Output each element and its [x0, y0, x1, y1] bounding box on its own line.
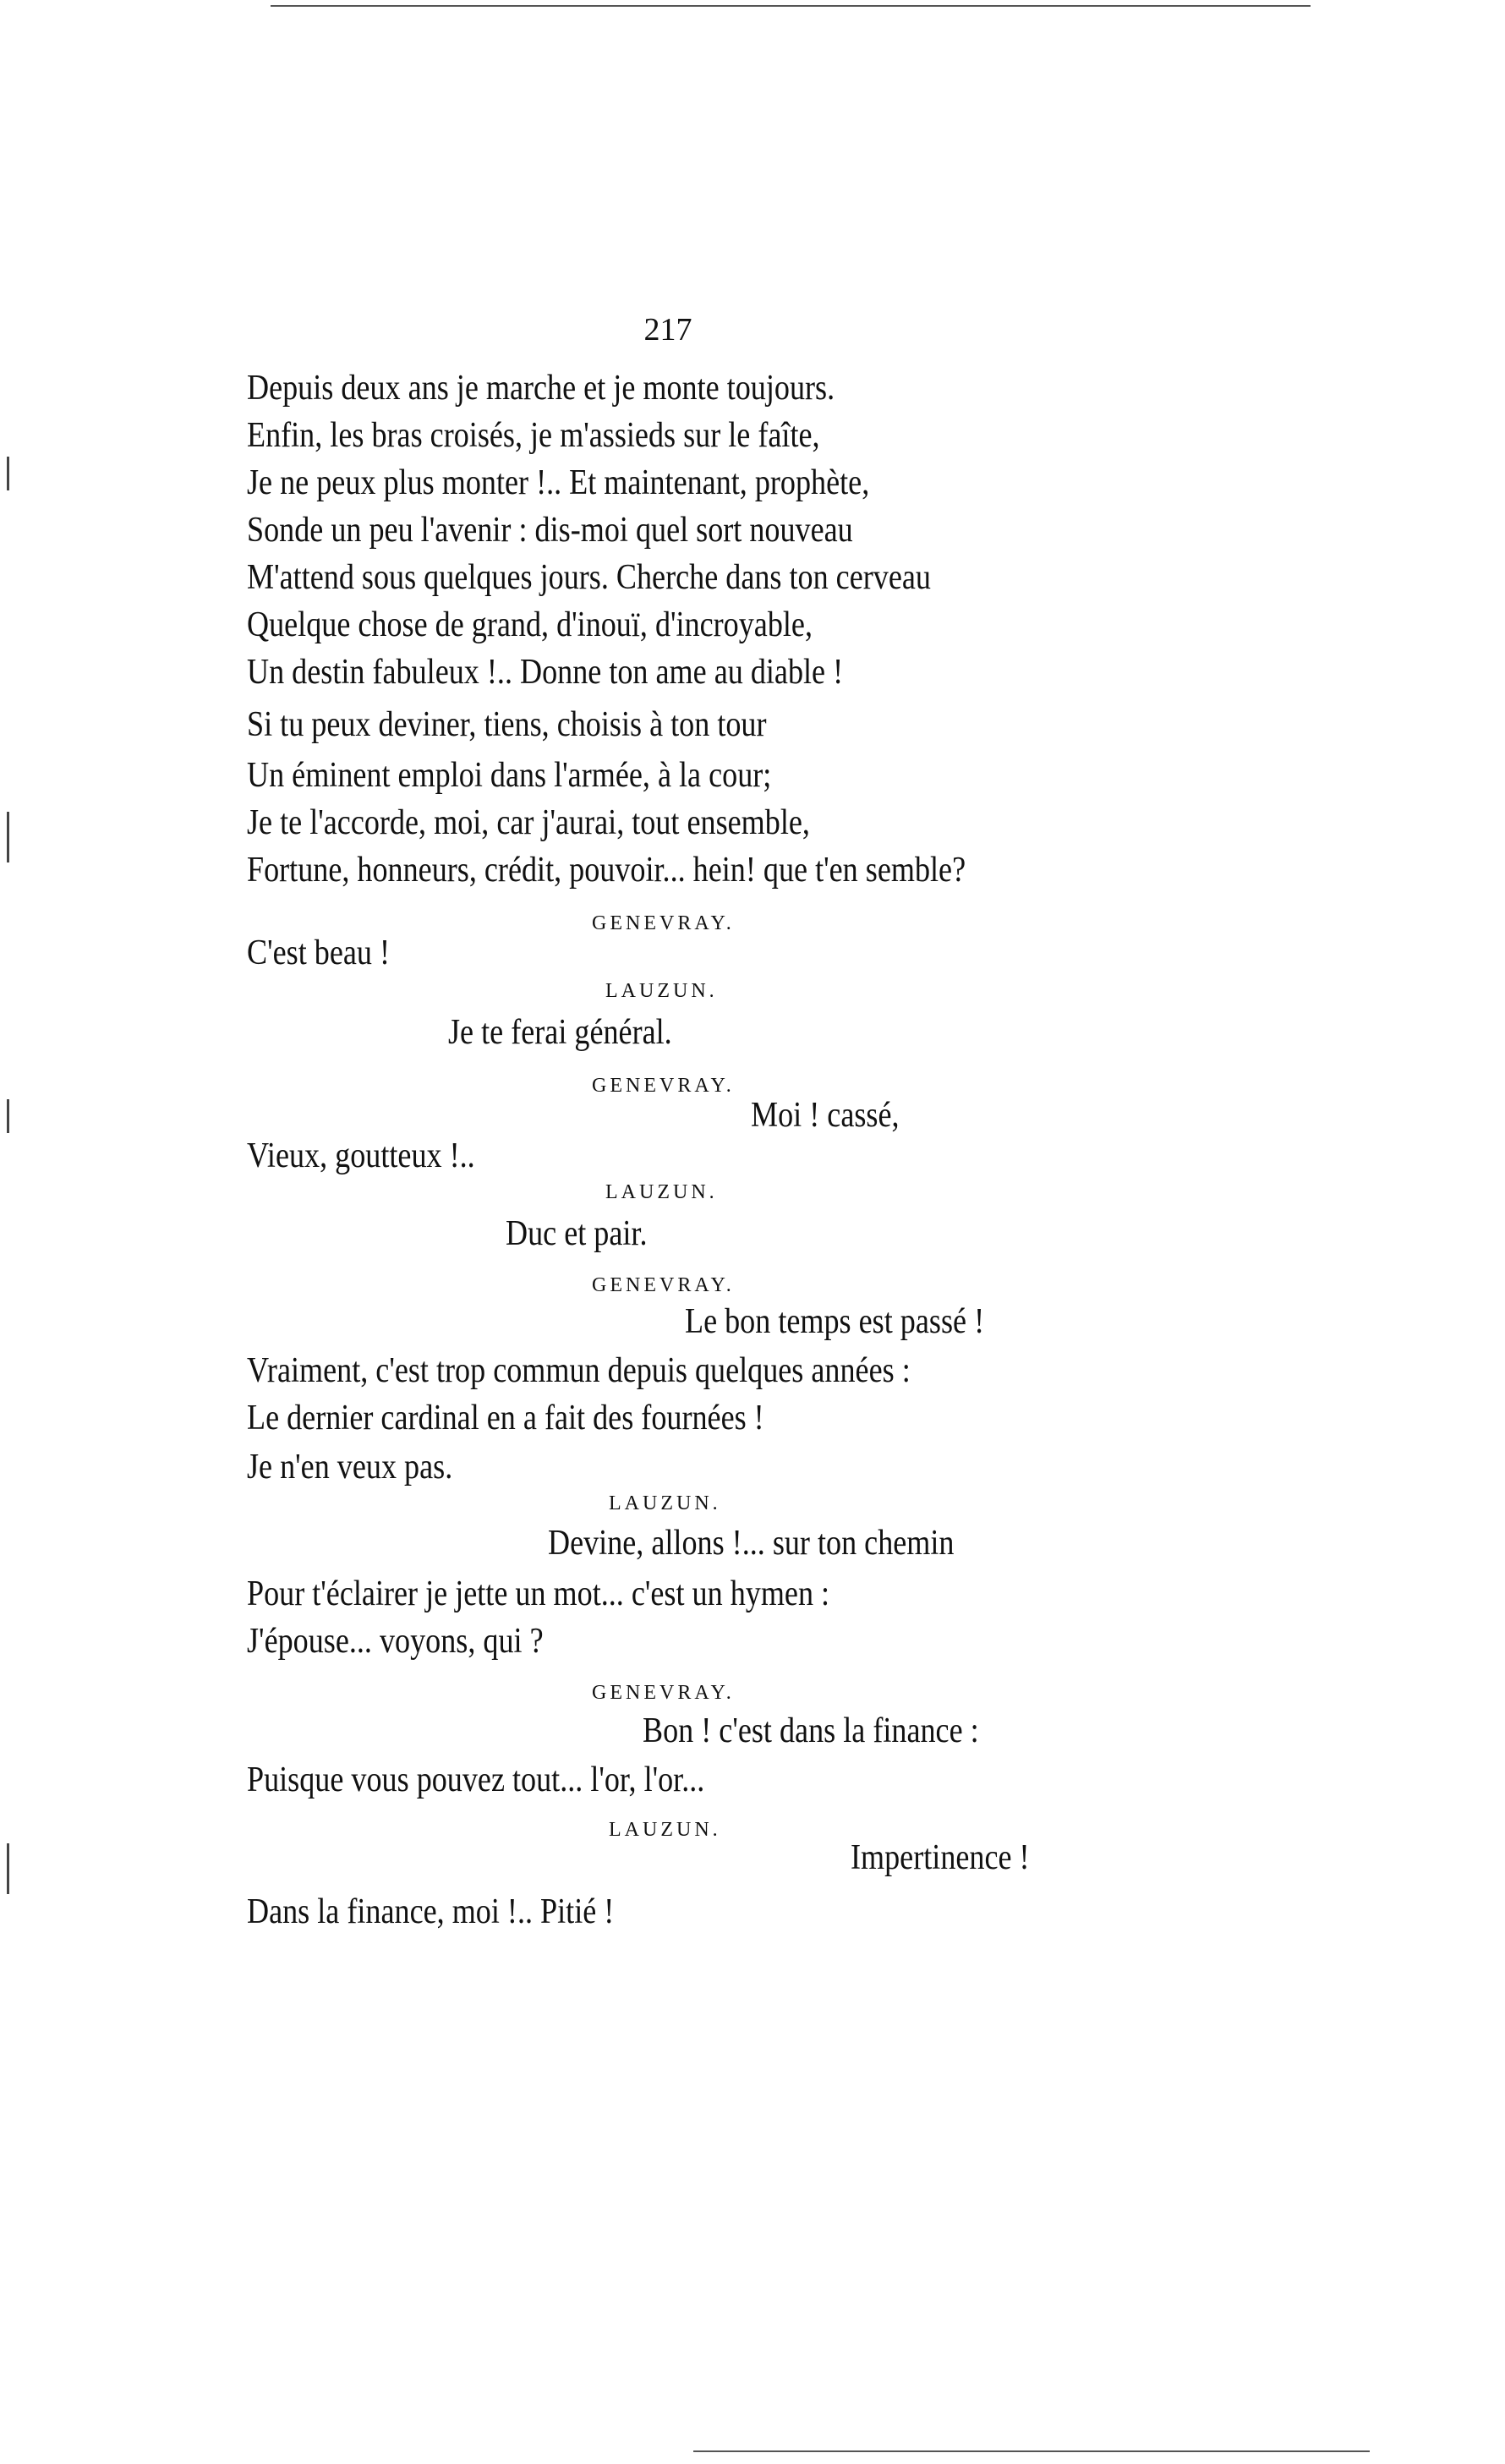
verse-line: Sonde un peu l'avenir : dis-moi quel sort nouveau — [247, 511, 853, 550]
margin-mark — [7, 1099, 9, 1133]
verse-line: Quelque chose de grand, d'inouï, d'incroyable, — [247, 605, 813, 644]
verse-line: Vieux, goutteux !.. — [247, 1136, 475, 1175]
bottom-rule — [693, 2450, 1370, 2452]
verse-line: M'attend sous quelques jours. Cherche dans ton cerveau — [247, 558, 931, 597]
verse-line: Puisque vous pouvez tout... l'or, l'or... — [247, 1760, 705, 1799]
verse-line: Un éminent emploi dans l'armée, à la cour; — [247, 756, 772, 795]
top-rule — [271, 5, 1311, 7]
speaker-name: GENEVRAY. — [592, 912, 735, 934]
verse-line: Fortune, honneurs, crédit, pouvoir... hein! que t'en semble? — [247, 851, 966, 890]
margin-mark — [7, 812, 9, 862]
verse-line: Je te ferai général. — [448, 1013, 672, 1052]
speaker-name: LAUZUN. — [609, 1492, 721, 1514]
verse-line: Depuis deux ans je marche et je monte toujours. — [247, 369, 835, 408]
verse-line: Le bon temps est passé ! — [685, 1302, 985, 1341]
speaker-name: GENEVRAY. — [592, 1682, 735, 1704]
verse-line: Je n'en veux pas. — [247, 1448, 453, 1487]
verse-line: Je te l'accorde, moi, car j'aurai, tout ensemble, — [247, 803, 810, 842]
page-number: 217 — [643, 312, 692, 348]
verse-line: C'est beau ! — [247, 934, 391, 972]
verse-line: Moi ! cassé, — [751, 1096, 900, 1135]
verse-line: Bon ! c'est dans la finance : — [643, 1711, 979, 1750]
verse-line: Enfin, les bras croisés, je m'assieds sur le faîte, — [247, 416, 820, 455]
speaker-name: GENEVRAY. — [592, 1075, 735, 1097]
speaker-name: LAUZUN. — [605, 1181, 718, 1203]
verse-line: Devine, allons !... sur ton chemin — [548, 1524, 955, 1563]
speaker-name: GENEVRAY. — [592, 1274, 735, 1296]
verse-line: Le dernier cardinal en a fait des fournées ! — [247, 1399, 764, 1437]
margin-mark — [7, 1843, 9, 1894]
verse-line: Si tu peux deviner, tiens, choisis à ton tour — [247, 705, 767, 744]
speaker-name: LAUZUN. — [609, 1819, 721, 1841]
verse-line: Dans la finance, moi !.. Pitié ! — [247, 1892, 615, 1931]
verse-line: Impertinence ! — [851, 1838, 1030, 1877]
verse-line: J'épouse... voyons, qui ? — [247, 1622, 544, 1661]
verse-line: Duc et pair. — [506, 1214, 648, 1253]
speaker-name: LAUZUN. — [605, 980, 718, 1002]
verse-line: Vraiment, c'est trop commun depuis quelques années : — [247, 1351, 911, 1390]
margin-mark — [7, 457, 9, 490]
verse-line: Je ne peux plus monter !.. Et maintenant, prophète, — [247, 463, 870, 502]
verse-line: Un destin fabuleux !.. Donne ton ame au diable ! — [247, 653, 844, 692]
verse-line: Pour t'éclairer je jette un mot... c'est un hymen : — [247, 1574, 830, 1613]
